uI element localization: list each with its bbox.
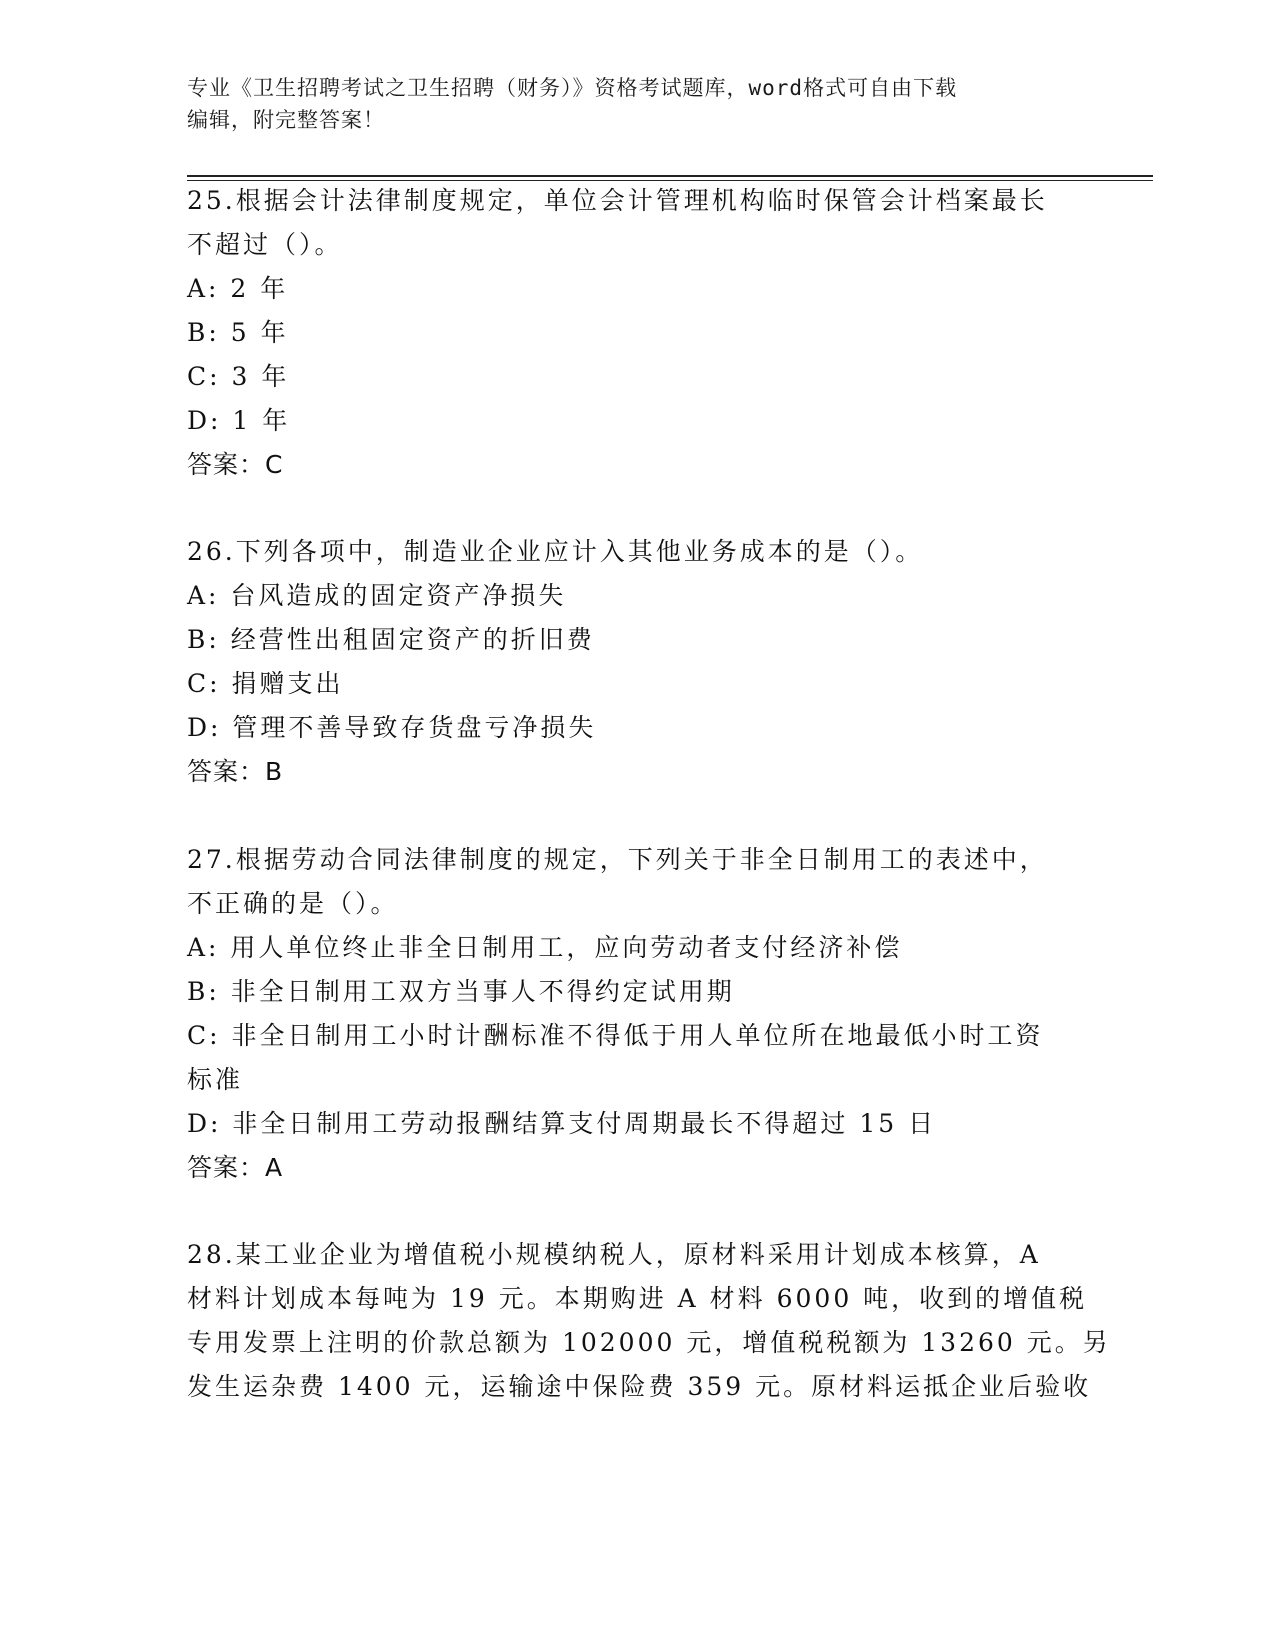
header-line-1: 专业《卫生招聘考试之卫生招聘（财务）》资格考试题库，word格式可自由下载 <box>187 76 958 100</box>
q27-answer: 答案：A <box>187 1153 284 1182</box>
header-line-2: 编辑，附完整答案！ <box>187 108 385 132</box>
q27-option-d: D: 非全日制用工劳动报酬结算支付周期最长不得超过 15 日 <box>187 1109 937 1138</box>
q25-option-b: B: 5 年 <box>187 318 289 347</box>
header-divider-thick <box>187 175 1153 177</box>
q25-option-c: C: 3 年 <box>187 362 290 391</box>
q27-option-c-line-1: C: 非全日制用工小时计酬标准不得低于用人单位所在地最低小时工资 <box>187 1021 1044 1050</box>
q27-stem-line-1: 27.根据劳动合同法律制度的规定，下列关于非全日制用工的表述中， <box>187 845 1048 874</box>
q26-option-d: D: 管理不善导致存货盘亏净损失 <box>187 713 597 742</box>
q26-option-a: A: 台风造成的固定资产净损失 <box>187 581 567 610</box>
q27-option-b: B: 非全日制用工双方当事人不得约定试用期 <box>187 977 735 1006</box>
q28-stem-line-1: 28.某工业企业为增值税小规模纳税人，原材料采用计划成本核算，A <box>187 1240 1041 1269</box>
q26-stem-line-1: 26.下列各项中，制造业企业应计入其他业务成本的是（）。 <box>187 537 924 566</box>
q26-answer: 答案：B <box>187 757 284 786</box>
document-header <box>187 72 1067 136</box>
q26-option-c: C: 捐赠支出 <box>187 669 344 698</box>
q28-stem-line-4: 发生运杂费 1400 元，运输途中保险费 359 元。原材料运抵企业后验收 <box>187 1372 1092 1401</box>
q28-stem-line-2: 材料计划成本每吨为 19 元。本期购进 A 材料 6000 吨，收到的增值税 <box>187 1284 1088 1313</box>
q25-stem-line-1: 25.根据会计法律制度规定，单位会计管理机构临时保管会计档案最长 <box>187 186 1048 215</box>
header-divider-thin <box>187 180 1153 181</box>
q25-answer: 答案：C <box>187 450 284 479</box>
q25-option-a: A: 2 年 <box>187 274 289 303</box>
q27-option-c-line-2: 标准 <box>187 1065 244 1094</box>
q26-option-b: B: 经营性出租固定资产的折旧费 <box>187 625 595 654</box>
q27-stem-line-2: 不正确的是（）。 <box>187 889 399 918</box>
q28-stem-line-3: 专用发票上注明的价款总额为 102000 元，增值税税额为 13260 元。另 <box>187 1328 1111 1357</box>
q27-option-a: A: 用人单位终止非全日制用工，应向劳动者支付经济补偿 <box>187 933 903 962</box>
q25-option-d: D: 1 年 <box>187 406 291 435</box>
q25-stem-line-2: 不超过（）。 <box>187 230 343 259</box>
